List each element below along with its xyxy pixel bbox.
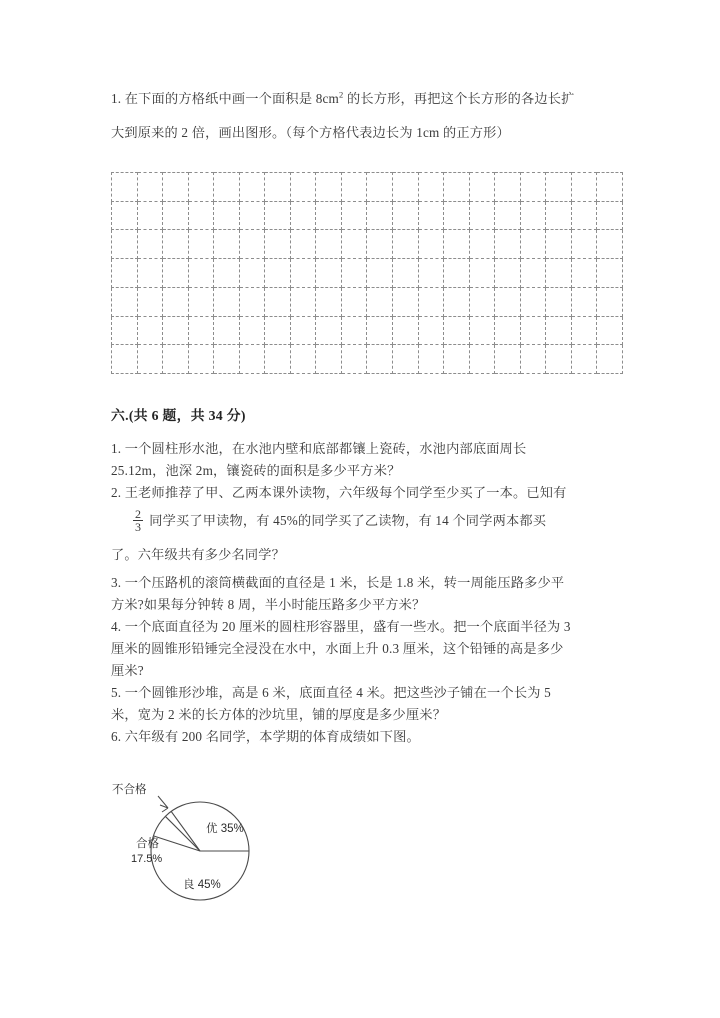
grid-cell[interactable] [265,287,291,316]
grid-cell[interactable] [188,316,214,345]
grid-cell[interactable] [571,287,597,316]
grid-cell[interactable] [265,201,291,230]
grid-cell[interactable] [316,173,342,202]
question-item-4-line-1: 4. 一个底面直径为 20 厘米的圆柱形容器里，盛有一些水。把一个底面半径为 3 [111,619,571,634]
grid-cell[interactable] [546,345,572,374]
fraction-numerator: 2 [135,506,142,521]
grid-row [112,345,623,374]
grid-cell[interactable] [495,259,521,288]
grid-cell[interactable] [571,201,597,230]
grid-cell[interactable] [214,173,240,202]
grid-cell[interactable] [546,173,572,202]
grid-cell[interactable] [495,345,521,374]
pie-slice-label-hege-percent: 17.5% [131,853,163,865]
question-item-2-line-1: 2. 王老师推荐了甲、乙两本课外读物，六年级每个同学至少买了一本。已知有 [111,485,567,500]
grid-cell[interactable] [469,259,495,288]
grid-cell[interactable] [163,259,189,288]
question-list [111,438,626,748]
grid-cell[interactable] [341,345,367,374]
grid-cell[interactable] [597,259,623,288]
question-item-6-line-1: 6. 六年级有 200 名同学，本学期的体育成绩如下图。 [111,729,420,744]
question-item-3-line-1: 3. 一个压路机的滚筒横截面的直径是 1 米，长是 1.8 米，转一周能压路多少平 [111,575,565,590]
grid-cell[interactable] [418,201,444,230]
grid-cell[interactable] [393,230,419,259]
grid-row [112,259,623,288]
grid-cell[interactable] [137,230,163,259]
grid-cell[interactable] [495,173,521,202]
grid-cell[interactable] [163,201,189,230]
grid-cell[interactable] [188,201,214,230]
pie-slice-label-you: 优 35% [206,823,244,835]
grid-cell[interactable] [520,287,546,316]
question-1-line-2: 大到原来的 2 倍，画出图形。（每个方格代表边长为 1cm 的正方形） [111,125,510,140]
grid-cell[interactable] [418,173,444,202]
grid-row [112,230,623,259]
grid-cell[interactable] [393,287,419,316]
grid-cell[interactable] [597,316,623,345]
question-item-2-line-3: 了。六年级共有多少名同学？ [111,547,286,562]
grid-cell[interactable] [520,201,546,230]
grid-cell[interactable] [520,230,546,259]
question-1-intro [111,82,623,150]
grid-cell[interactable] [163,287,189,316]
grid-cell[interactable] [137,173,163,202]
grid-cell[interactable] [239,201,265,230]
grid-cell[interactable] [290,287,316,316]
grid-cell[interactable] [290,201,316,230]
grid-cell[interactable] [393,173,419,202]
grid-cell[interactable] [137,345,163,374]
grid-cell[interactable] [239,173,265,202]
grid-cell[interactable] [239,230,265,259]
grid-cell[interactable] [571,173,597,202]
grid-cell[interactable] [469,316,495,345]
grid-cell[interactable] [290,259,316,288]
grid-cell[interactable] [520,173,546,202]
grid-cell[interactable] [571,230,597,259]
pie-slice-label-liang: 良 45% [183,879,221,891]
grid-cell[interactable] [265,230,291,259]
grid-cell[interactable] [495,230,521,259]
grid-cell[interactable] [341,316,367,345]
question-item-3-line-2: 方米?如果每分钟转 8 周，半小时能压路多少平方米？ [111,597,426,612]
grid-cell[interactable] [290,173,316,202]
grid-row [112,173,623,202]
grid-cell[interactable] [214,345,240,374]
grid-paper [111,172,623,374]
grid-cell[interactable] [444,259,470,288]
section-heading: 六.(共 6 题，共 34 分) [111,408,246,423]
grid-cell[interactable] [367,201,393,230]
grid-cell[interactable] [546,287,572,316]
grid-cell[interactable] [265,173,291,202]
question-item-4-line-2: 厘米的圆锥形铅锤完全浸没在水中，水面上升 0.3 厘米，这个铅锤的高是多少 [111,641,564,656]
grid-cell[interactable] [393,259,419,288]
question-item-5-line-1: 5. 一个圆锥形沙堆，高是 6 米，底面直径 4 米。把这些沙子铺在一个长为 5 [111,685,551,700]
grid-cell[interactable] [393,316,419,345]
grid-cell[interactable] [520,259,546,288]
grid-cell[interactable] [341,173,367,202]
grid-cell[interactable] [137,259,163,288]
pie-chart [105,778,335,913]
grid-cell[interactable] [393,345,419,374]
grid-cell[interactable] [163,345,189,374]
grid-cell[interactable] [418,259,444,288]
grid-row [112,287,623,316]
grid-cell[interactable] [112,345,138,374]
grid-cell[interactable] [214,230,240,259]
grid-cell[interactable] [188,173,214,202]
grid-cell[interactable] [290,230,316,259]
grid-cell[interactable] [214,201,240,230]
grid-row [112,316,623,345]
grid-cell[interactable] [112,287,138,316]
grid-cell[interactable] [495,287,521,316]
grid-cell[interactable] [112,316,138,345]
grid-cell[interactable] [469,201,495,230]
grid-cell[interactable] [367,316,393,345]
grid-cell[interactable] [444,201,470,230]
grid-cell[interactable] [239,345,265,374]
grid-cell[interactable] [341,287,367,316]
grid-cell[interactable] [469,173,495,202]
grid-cell[interactable] [265,345,291,374]
square-unit-superscript: 2 [339,89,344,100]
question-item-4-line-3: 厘米? [111,663,144,678]
grid-cell[interactable] [520,316,546,345]
grid-cell[interactable] [546,316,572,345]
pie-slice-label-hege-name: 合格 [136,838,159,850]
question-item-1-line-1: 1. 一个圆柱形水池，在水池内壁和底部都镶上瓷砖，水池内部底面周长 [111,441,527,456]
grid-cell[interactable] [520,345,546,374]
grid-cell[interactable] [265,259,291,288]
question-item-2-line-2 [111,504,626,538]
grid-cell[interactable] [571,345,597,374]
grid-cell[interactable] [290,316,316,345]
grid-cell[interactable] [444,345,470,374]
grid-cell[interactable] [469,345,495,374]
grid-cell[interactable] [214,259,240,288]
grid-cell[interactable] [163,173,189,202]
grid-cell[interactable] [188,287,214,316]
grid-cell[interactable] [469,230,495,259]
grid-cell[interactable] [597,230,623,259]
grid-cell[interactable] [290,345,316,374]
grid-cell[interactable] [444,173,470,202]
grid-cell[interactable] [469,287,495,316]
grid-cell[interactable] [341,259,367,288]
grid-cell[interactable] [112,201,138,230]
pie-chart-svg [105,778,335,913]
question-1-line-1-suffix: 的长方形，再把这个长方形的各边长扩 [343,91,575,106]
grid-cell[interactable] [597,287,623,316]
grid-cell[interactable] [316,287,342,316]
grid-cell[interactable] [239,259,265,288]
question-1-line-1-prefix: 1. 在下面的方格纸中画一个面积是 8cm [111,91,340,106]
grid-body [112,173,623,374]
grid-cell[interactable] [418,316,444,345]
grid-cell[interactable] [571,259,597,288]
question-item-2-after-fraction: 同学买了甲读物，有 45%的同学买了乙读物，有 14 个同学两本都买 [149,513,547,528]
grid-cell[interactable] [316,230,342,259]
grid-cell[interactable] [137,316,163,345]
grid-cell[interactable] [418,287,444,316]
grid-cell[interactable] [316,201,342,230]
grid-cell[interactable] [137,201,163,230]
grid-cell[interactable] [163,316,189,345]
fraction-two-thirds [133,508,143,534]
question-item-5-line-2: 米，宽为 2 米的长方体的沙坑里，铺的厚度是多少厘米？ [111,707,447,722]
grid-row [112,201,623,230]
grid-table [111,172,623,374]
grid-cell[interactable] [571,316,597,345]
grid-cell[interactable] [444,230,470,259]
grid-cell[interactable] [188,259,214,288]
grid-cell[interactable] [239,316,265,345]
grid-cell[interactable] [239,287,265,316]
grid-cell[interactable] [546,230,572,259]
grid-cell[interactable] [546,259,572,288]
grid-cell[interactable] [418,345,444,374]
grid-cell[interactable] [188,230,214,259]
grid-cell[interactable] [393,201,419,230]
grid-cell[interactable] [316,345,342,374]
grid-cell[interactable] [367,287,393,316]
grid-cell[interactable] [597,173,623,202]
grid-cell[interactable] [367,259,393,288]
grid-cell[interactable] [418,230,444,259]
question-1-line-1 [111,82,623,116]
grid-cell[interactable] [163,230,189,259]
grid-cell[interactable] [495,201,521,230]
pie-slice-label-buhege: 不合格 [112,784,147,796]
grid-cell[interactable] [367,345,393,374]
grid-cell[interactable] [214,287,240,316]
grid-cell[interactable] [367,173,393,202]
question-item-1-line-2: 25.12m，池深 2m，镶瓷砖的面积是多少平方米？ [111,463,401,478]
grid-cell[interactable] [367,230,393,259]
grid-cell[interactable] [137,287,163,316]
grid-cell[interactable] [112,230,138,259]
grid-cell[interactable] [341,230,367,259]
grid-cell[interactable] [188,345,214,374]
grid-cell[interactable] [214,316,240,345]
grid-cell[interactable] [495,316,521,345]
grid-cell[interactable] [444,316,470,345]
grid-cell[interactable] [112,259,138,288]
grid-cell[interactable] [546,201,572,230]
grid-cell[interactable] [316,316,342,345]
fraction-denominator: 3 [135,520,142,535]
grid-cell[interactable] [597,345,623,374]
grid-cell[interactable] [112,173,138,202]
grid-cell[interactable] [597,201,623,230]
grid-cell[interactable] [316,259,342,288]
grid-cell[interactable] [341,201,367,230]
grid-cell[interactable] [444,287,470,316]
grid-cell[interactable] [265,316,291,345]
